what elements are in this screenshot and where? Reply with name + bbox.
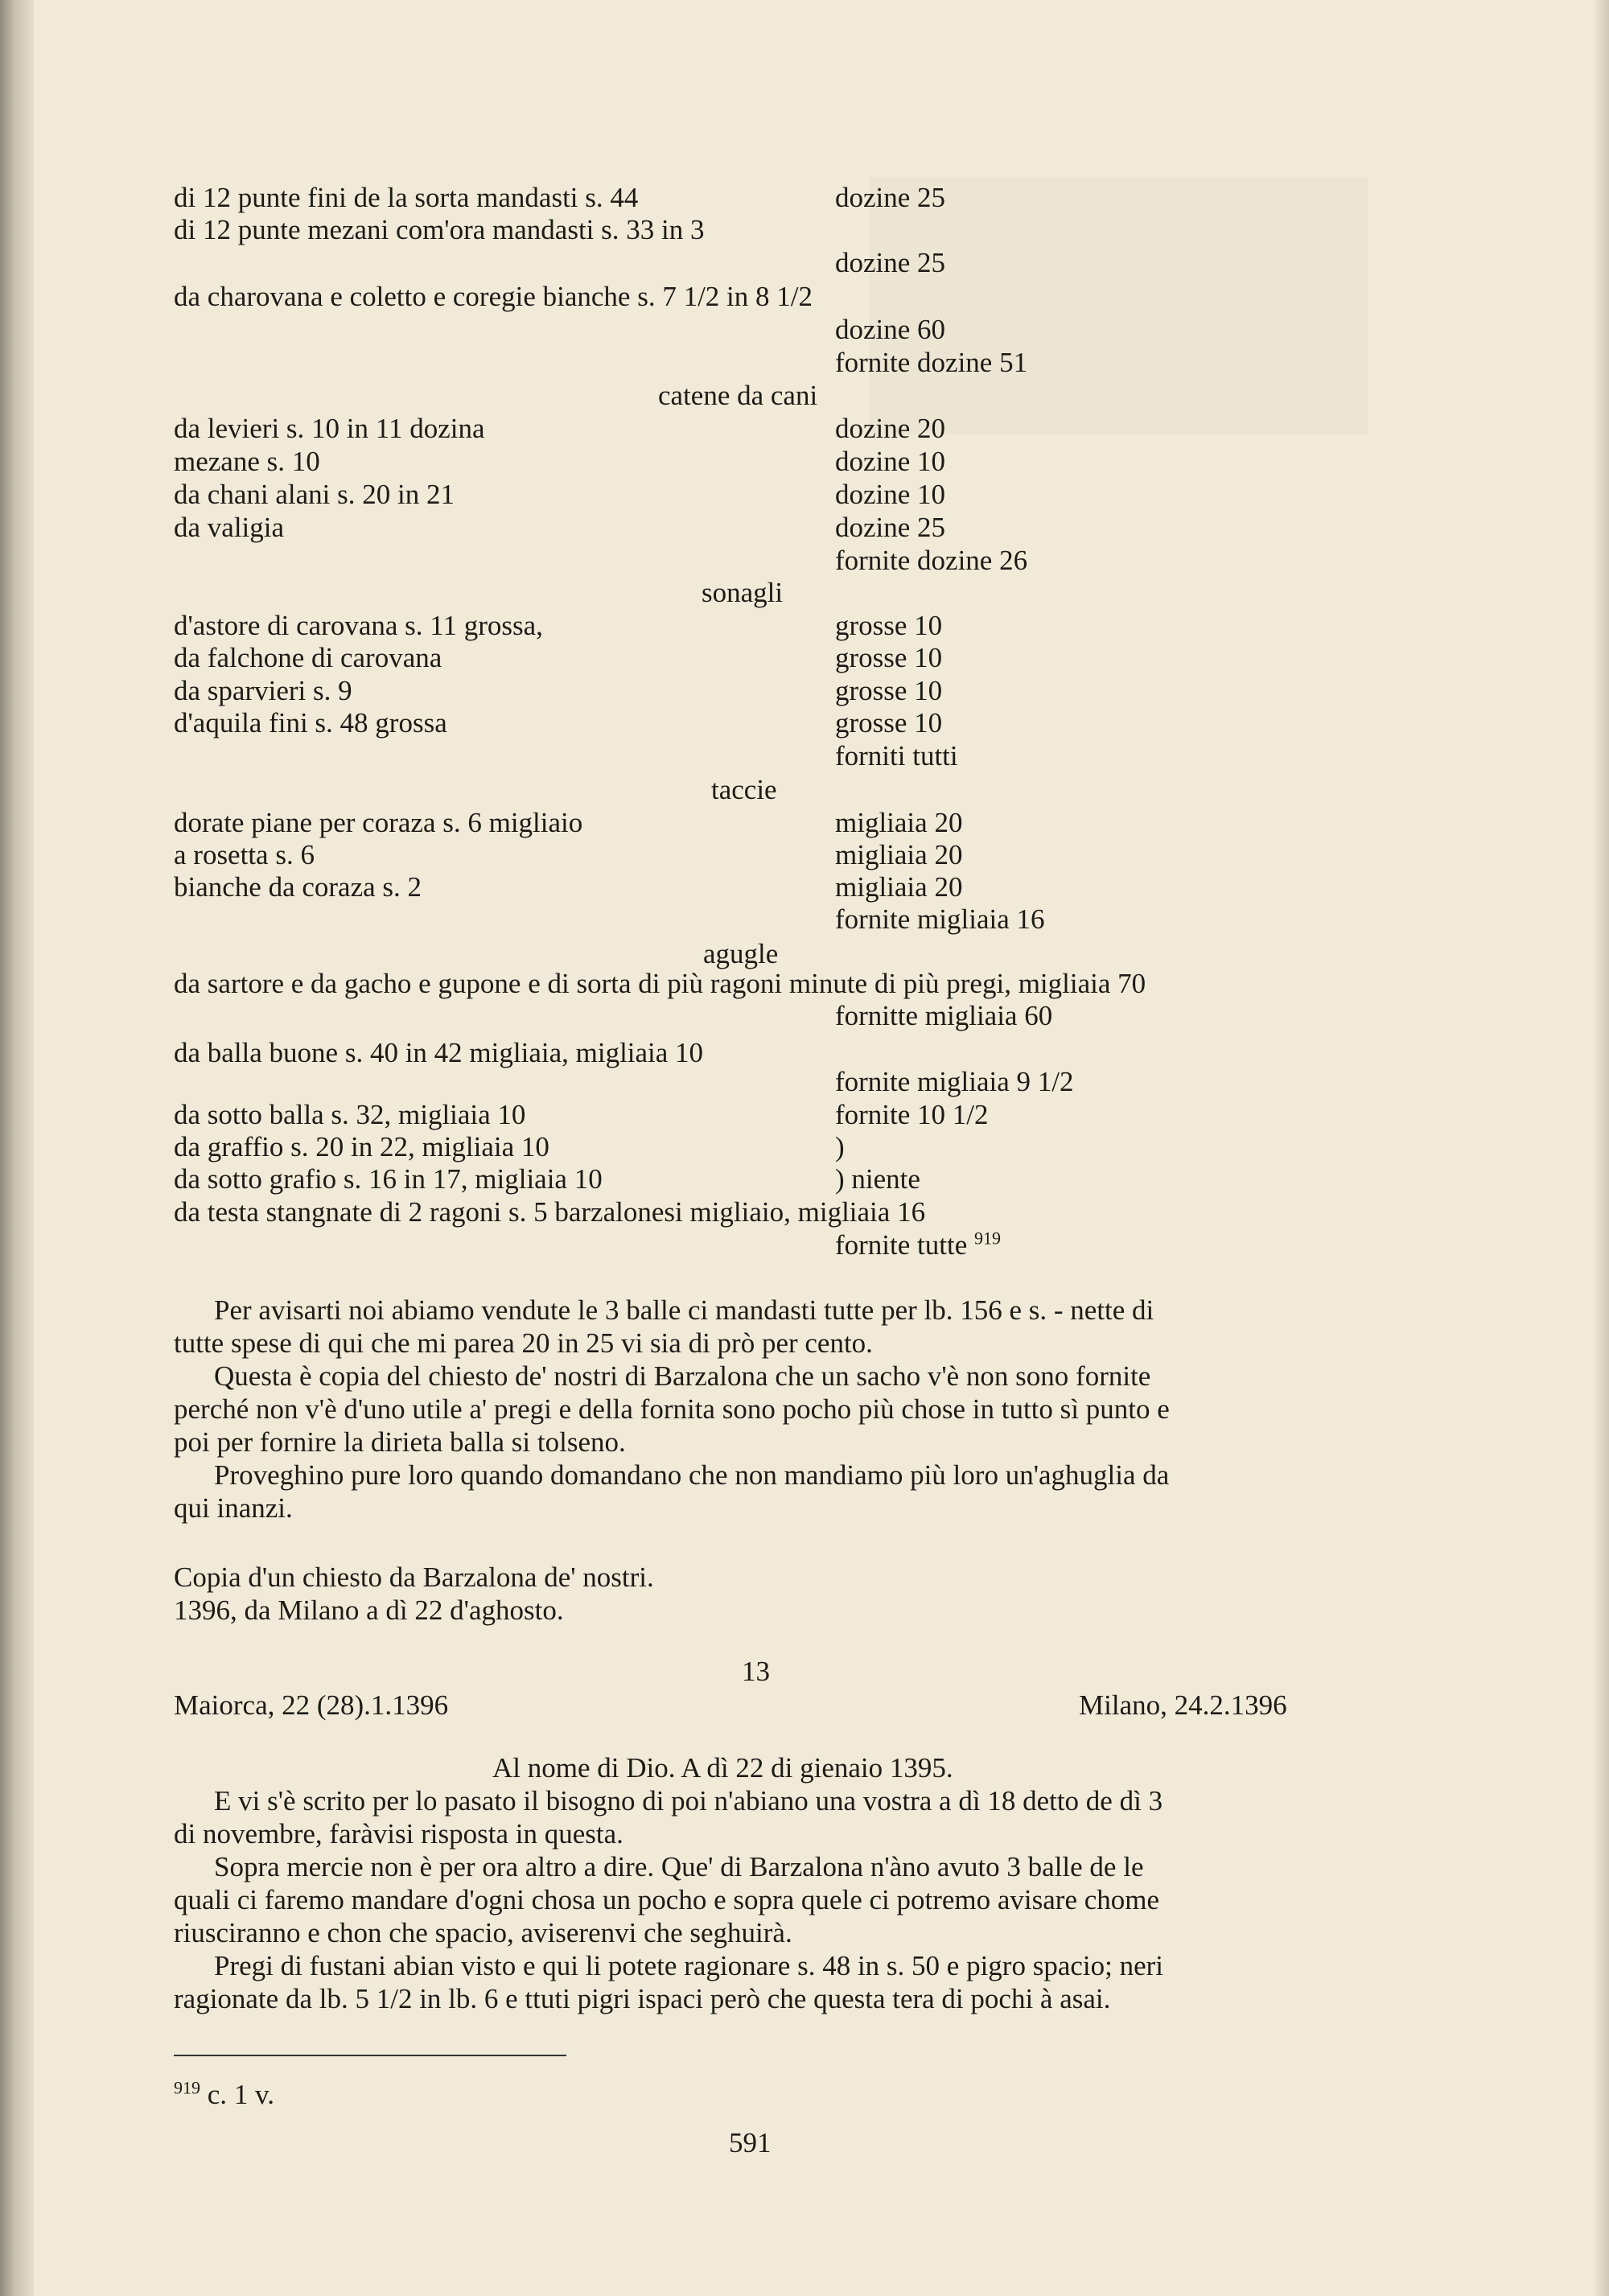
- letter-line: Sopra mercie non è per ora altro a dire. Que' di Barzalona n'àno avuto 3 balle de le: [214, 1851, 1144, 1882]
- list-qty: dozine 25: [835, 247, 946, 278]
- list-total: fornite migliaia 16: [835, 903, 1045, 935]
- section-heading: agugle: [703, 938, 779, 969]
- list-qty: grosse 10: [835, 707, 943, 739]
- list-line: da sotto balla s. 32, migliaia 10: [174, 1099, 526, 1130]
- letter-line: E vi s'è scrito per lo pasato il bisogno di poi n'abiano una vostra a dì 18 detto de dì 3: [214, 1785, 1163, 1817]
- list-line: da falchone di carovana: [174, 642, 442, 673]
- list-line: da sartore e da gacho e gupone e di sorta di più ragoni minute di più pregi, migliaia 70: [174, 968, 1146, 999]
- list-total-text: fornite tutte: [835, 1229, 968, 1261]
- list-line: d'astore di carovana s. 11 grossa,: [174, 610, 543, 641]
- list-line: di 12 punte fini de la sorta mandasti s. 44: [174, 182, 639, 213]
- footnote-text: c. 1 v.: [207, 2079, 275, 2110]
- letter-number: 13: [742, 1656, 770, 1687]
- list-qty: ) niente: [835, 1163, 920, 1195]
- paragraph-line: perché non v'è d'uno utile a' pregi e della fornita sono pocho più chose in tutto sì punto e: [174, 1393, 1170, 1425]
- list-qty: migliaia 20: [835, 871, 963, 903]
- letter-line: ragionate da lb. 5 1/2 in lb. 6 e ttuti pigri ispaci però che questa tera di pochi à asai.: [174, 1983, 1111, 2014]
- paragraph-line: tutte spese di qui che mi parea 20 in 25 vi sia di prò per cento.: [174, 1327, 873, 1359]
- list-line: da sparvieri s. 9: [174, 675, 352, 706]
- paragraph-line: Questa è copia del chiesto de' nostri di Barzalona che un sacho v'è non sono fornite: [214, 1360, 1151, 1392]
- list-total: fornite migliaia 9 1/2: [835, 1066, 1074, 1097]
- paragraph-line: qui inanzi.: [174, 1492, 293, 1524]
- list-qty: dozine 20: [835, 413, 946, 444]
- list-line: dorate piane per coraza s. 6 migliaio: [174, 807, 583, 838]
- list-line: a rosetta s. 6: [174, 839, 315, 870]
- footnote-rule: [174, 2055, 566, 2056]
- list-qty: grosse 10: [835, 610, 943, 641]
- list-qty: dozine 10: [835, 479, 946, 510]
- letter-line: Pregi di fustani abian visto e qui li potete ragionare s. 48 in s. 50 e pigro spacio; neri: [214, 1950, 1164, 1981]
- list-line: da graffio s. 20 in 22, migliaia 10: [174, 1131, 549, 1162]
- copy-note-line: 1396, da Milano a dì 22 d'aghosto.: [174, 1594, 564, 1626]
- list-line: da levieri s. 10 in 11 dozina: [174, 413, 485, 444]
- paragraph-line: poi per fornire la dirieta balla si tolseno.: [174, 1426, 626, 1458]
- list-qty: dozine 60: [835, 314, 946, 345]
- paragraph-line: Per avisarti noi abiamo vendute le 3 balle ci mandasti tutte per lb. 156 e s. - nette di: [214, 1294, 1154, 1326]
- letter-destination: Milano, 24.2.1396: [1079, 1689, 1287, 1721]
- list-qty: grosse 10: [835, 675, 943, 706]
- list-line: da chani alani s. 20 in 21: [174, 479, 455, 510]
- section-heading: catene da cani: [658, 380, 818, 411]
- list-line: di 12 punte mezani com'ora mandasti s. 33 in 3: [174, 214, 705, 245]
- letter-origin: Maiorca, 22 (28).1.1396: [174, 1689, 449, 1721]
- letter-opening: Al nome di Dio. A dì 22 di gienaio 1395.: [492, 1752, 953, 1784]
- list-line: da valigia: [174, 512, 285, 543]
- list-line: d'aquila fini s. 48 grossa: [174, 707, 447, 739]
- letter-line: di novembre, faràvisi risposta in questa.: [174, 1818, 623, 1850]
- list-qty: fornite 10 1/2: [835, 1099, 989, 1130]
- list-total: fornite dozine 26: [835, 545, 1028, 576]
- list-qty: migliaia 20: [835, 839, 963, 870]
- letter-line: quali ci faremo mandare d'ogni chosa un pocho e sopra quele ci potremo avisare chome: [174, 1884, 1160, 1915]
- paragraph-line: Proveghino pure loro quando domandano che non mandiamo più loro un'aghuglia da: [214, 1459, 1170, 1491]
- list-line: bianche da coraza s. 2: [174, 871, 422, 903]
- list-total: fornitte migliaia 60: [835, 1000, 1053, 1031]
- list-total: fornite dozine 51: [835, 347, 1028, 378]
- copy-note-line: Copia d'un chiesto da Barzalona de' nostri.: [174, 1562, 654, 1593]
- letter-line: riusciranno e chon che spacio, aviserenvi che seghuirà.: [174, 1917, 792, 1948]
- section-heading: sonagli: [702, 577, 784, 608]
- list-line: da charovana e coletto e coregie bianche s. 7 1/2 in 8 1/2: [174, 281, 813, 312]
- page-right-edge: [1595, 0, 1609, 2296]
- list-qty: dozine 25: [835, 182, 946, 213]
- list-qty: dozine 25: [835, 512, 946, 543]
- list-qty: grosse 10: [835, 642, 943, 673]
- page-number: 591: [729, 2127, 772, 2158]
- footnote-ref[interactable]: 919: [974, 1228, 1002, 1249]
- show-through-shade: [869, 177, 1368, 434]
- section-heading: taccie: [711, 774, 777, 805]
- list-qty: dozine 10: [835, 446, 946, 477]
- list-line: da sotto grafio s. 16 in 17, migliaia 10: [174, 1163, 603, 1195]
- footnote: [174, 2079, 274, 2111]
- page-binding-shadow: [0, 0, 34, 2296]
- list-total: forniti tutti: [835, 740, 958, 772]
- list-total: [835, 1229, 1001, 1261]
- list-line: da balla buone s. 40 in 42 migliaia, migliaia 10: [174, 1037, 704, 1068]
- list-line: mezane s. 10: [174, 446, 320, 477]
- list-qty: migliaia 20: [835, 807, 963, 838]
- list-line: da testa stangnate di 2 ragoni s. 5 barzalonesi migliaio, migliaia 16: [174, 1196, 926, 1228]
- footnote-number: 919: [174, 2077, 200, 2098]
- list-qty: ): [835, 1131, 845, 1162]
